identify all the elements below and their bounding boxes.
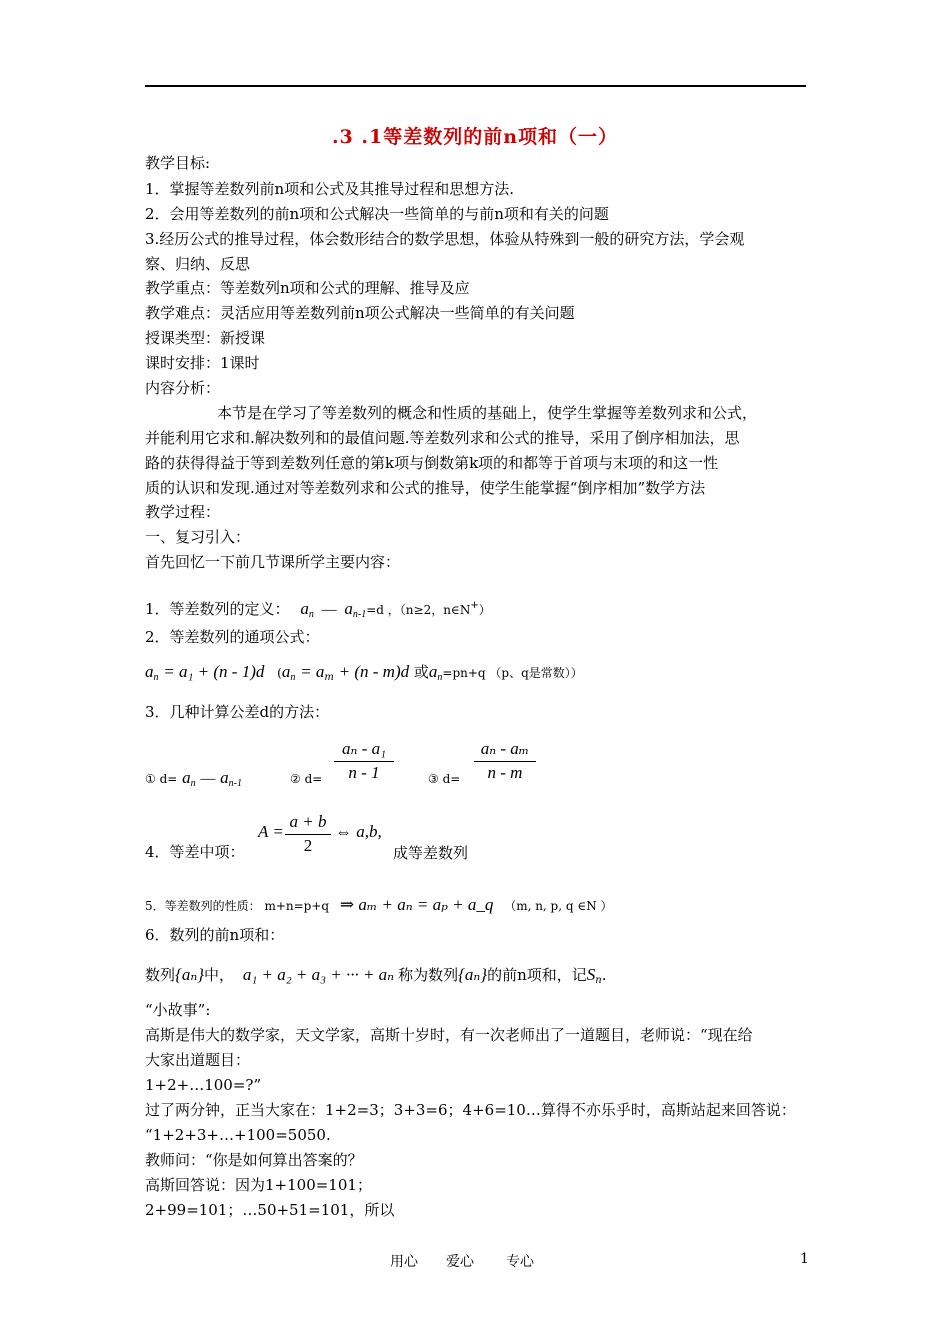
def-an: $a_n$: [300, 599, 314, 620]
lesson-schedule: 课时安排：1课时: [145, 354, 260, 372]
common-difference-heading: 3．几种计算公差d的方法：: [145, 703, 330, 721]
key-points: 教学重点：等差数列n项和公式的理解、推导及应: [145, 279, 470, 297]
story-para-8: 2+99=101；…50+51=101，所以: [145, 1201, 395, 1219]
objective-1: 1．掌握等差数列前n项和公式及其推导过程和思想方法.: [145, 180, 514, 198]
story-heading: “小故事”:: [145, 1001, 211, 1019]
arith-mean-A: A =: [258, 822, 284, 841]
difficulties: 教学难点：灵活应用等差数列前n项公式解决一些简单的有关问题: [145, 304, 575, 322]
footer-word-2: 爱心: [446, 1254, 474, 1270]
footer-word-3: 专心: [506, 1254, 534, 1270]
arith-mean-equiv: ⇔ a,b,: [335, 822, 382, 841]
general-term-heading: 2．等差数列的通项公式：: [145, 628, 320, 646]
method-3-fraction: $\frac{\text{aₙ - aₘ}}{n - m}$: [474, 738, 536, 784]
method-3-label: ③ d=: [428, 772, 461, 786]
property-line: 5．等差数列的性质： m+n=p+q ⇒ aₘ + aₙ = aₚ + a_q （m, n, p, q ∈N ）: [145, 895, 613, 914]
page-title: .3 .1等差数列的前n项和（一）: [331, 126, 619, 148]
story-para-2: 大家出道题目：: [145, 1051, 251, 1069]
story-para-7: 高斯回答说：因为1+100=101；: [145, 1176, 372, 1194]
story-para-3: 1+2+…100=?”: [145, 1076, 262, 1094]
def-an-1: $a_{n-1}$: [344, 599, 367, 620]
definition-line: 1．等差数列的定义： $a_n$ — $a_{n-1}=d$ ，（n≥2，n∈N+）: [145, 599, 491, 620]
partial-sum-heading: 6．数列的前n项和：: [145, 926, 285, 944]
arith-mean-fraction: $\frac{a + b}{2}$: [285, 811, 331, 857]
objective-3-cont: 察、归纳、反思: [145, 255, 251, 273]
footer-word-1: 用心: [390, 1254, 418, 1270]
story-para-4: 过了两分钟，正当大家在：1+2=3；3+3=6；4+6=10…算得不亦乐乎时，高斯站起来回答说：: [145, 1101, 796, 1119]
analysis-para-1: 本节是在学习了等差数列的概念和性质的基础上，使学生掌握等差数列求和公式，: [217, 404, 758, 422]
header-rule: [145, 85, 806, 87]
analysis-para-3: 路的获得得益于等到差数列任意的第k项与倒数第k项的和都等于首项与末项的和这一性: [145, 454, 719, 472]
arith-mean-tail: 成等差数列: [393, 844, 469, 862]
story-para-5: “1+2+3+…+100=5050.: [145, 1126, 331, 1144]
story-para-6: 教师问：“你是如何算出答案的？: [145, 1151, 363, 1169]
objective-3: 3.经历公式的推导过程，体会数形结合的数学思想，体验从特殊到一般的研究方法，学会观: [145, 230, 745, 248]
objective-2: 2．会用等差数列的前n项和公式解决一些简单的与前n项和有关的问题: [145, 205, 609, 223]
page-number: 1: [800, 1251, 809, 1267]
analysis-para-2: 并能利用它求和.解决数列和的最值问题.等差数列求和公式的推导，采用了倒序相加法，思: [145, 429, 740, 447]
general-term-formula: $a_n = a_1 + (n - 1)d$ ($a_n = a_m + (n - m)d$ 或$a_n=pn+q$ （p、q是常数））: [145, 662, 583, 683]
method-1: ① $d= a_n$ — $a_{n-1}$: [145, 768, 242, 789]
method-2-label: ② d=: [290, 772, 323, 786]
partial-sum-definition: 数列{aₙ}中， a₁ + a₂ + a₃ + ··· + aₙ 称为数列{aₙ}的前n项和，记$S_n$.: [145, 965, 607, 986]
review-intro: 首先回忆一下前几节课所学主要内容：: [145, 553, 401, 571]
definition-label: 1．等差数列的定义：: [145, 600, 290, 618]
analysis-para-4: 质的认识和发现.通过对等差数列求和公式的推导，使学生能掌握“倒序相加”数学方法: [145, 479, 706, 497]
story-para-1: 高斯是伟大的数学家，天文学家，高斯十岁时，有一次老师出了一道题目，老师说：“现在给: [145, 1026, 753, 1044]
method-2-fraction: $\frac{\text{aₙ - a₁}}{n - 1}$: [334, 738, 394, 784]
lesson-type: 授课类型：新授课: [145, 329, 266, 347]
arith-mean-label: 4．等差中项：: [145, 843, 245, 861]
process-heading: 教学过程：: [145, 503, 221, 521]
analysis-heading: 内容分析：: [145, 379, 221, 397]
objectives-heading: 教学目标:: [145, 154, 211, 172]
review-heading: 一、复习引入：: [145, 528, 251, 546]
